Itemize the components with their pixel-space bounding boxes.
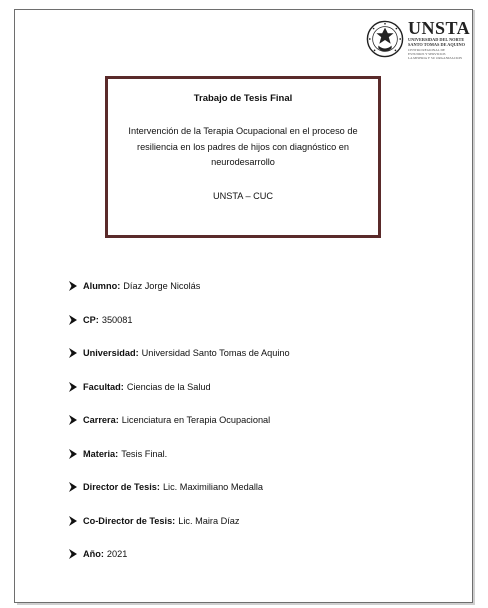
university-seal-icon bbox=[366, 20, 404, 58]
info-value: Lic. Maximiliano Medalla bbox=[162, 482, 264, 492]
logo-line-4: ESTUDIOS Y SERVICIOS bbox=[408, 52, 446, 56]
info-label: Alumno: bbox=[83, 281, 121, 291]
info-item-director bbox=[69, 480, 263, 494]
info-value: Universidad Santo Tomas de Aquino bbox=[141, 348, 290, 358]
info-label: Director de Tesis: bbox=[83, 482, 160, 492]
info-label: CP: bbox=[83, 315, 99, 325]
logo-line-1: UNIVERSIDAD DEL NORTE bbox=[408, 37, 465, 42]
arrowhead-bullet-icon bbox=[69, 449, 77, 459]
info-value: Tesis Final. bbox=[121, 449, 168, 459]
thesis-institution: UNSTA – CUC bbox=[212, 191, 274, 201]
info-label: Co-Director de Tesis: bbox=[83, 516, 176, 526]
logo-line-5: LA MISERIA Y SU ORGANIZACION bbox=[408, 56, 462, 60]
thesis-title-box bbox=[105, 76, 381, 238]
info-label: Facultad: bbox=[83, 382, 124, 392]
info-label: Materia: bbox=[83, 449, 119, 459]
university-logo bbox=[366, 18, 471, 62]
info-item-cp bbox=[69, 313, 133, 327]
info-item-anio bbox=[69, 547, 127, 561]
arrowhead-bullet-icon bbox=[69, 415, 77, 425]
info-value: 350081 bbox=[101, 315, 133, 325]
arrowhead-bullet-icon bbox=[69, 482, 77, 492]
arrowhead-bullet-icon bbox=[69, 382, 77, 392]
logo-line-3: CENTRO REGIONAL DE bbox=[408, 48, 445, 52]
arrowhead-bullet-icon bbox=[69, 315, 77, 325]
info-item-materia bbox=[69, 447, 167, 461]
info-item-alumno bbox=[69, 279, 200, 293]
info-item-universidad bbox=[69, 346, 290, 360]
arrowhead-bullet-icon bbox=[69, 516, 77, 526]
info-value: Licenciatura en Terapia Ocupacional bbox=[121, 415, 271, 425]
info-value: Lic. Maira Díaz bbox=[178, 516, 240, 526]
arrowhead-bullet-icon bbox=[69, 281, 77, 291]
info-label: Universidad: bbox=[83, 348, 139, 358]
info-label: Año: bbox=[83, 549, 104, 559]
logo-name: UNSTA bbox=[408, 18, 471, 38]
arrowhead-bullet-icon bbox=[69, 549, 77, 559]
info-value: Díaz Jorge Nicolás bbox=[123, 281, 201, 291]
info-value: 2021 bbox=[106, 549, 128, 559]
thesis-subtitle: Intervención de la Terapia Ocupacional en el proceso de resiliencia en los padres de hijos con diagnóstico en neurodesarrollo bbox=[128, 126, 358, 167]
logo-line-2: SANTO TOMAS DE AQUINO bbox=[408, 42, 465, 47]
thesis-heading: Trabajo de Tesis Final bbox=[193, 93, 293, 104]
arrowhead-bullet-icon bbox=[69, 348, 77, 358]
info-label: Carrera: bbox=[83, 415, 119, 425]
info-value: Ciencias de la Salud bbox=[126, 382, 211, 392]
info-item-facultad bbox=[69, 380, 211, 394]
info-item-co-director bbox=[69, 514, 240, 528]
info-item-carrera bbox=[69, 413, 270, 427]
